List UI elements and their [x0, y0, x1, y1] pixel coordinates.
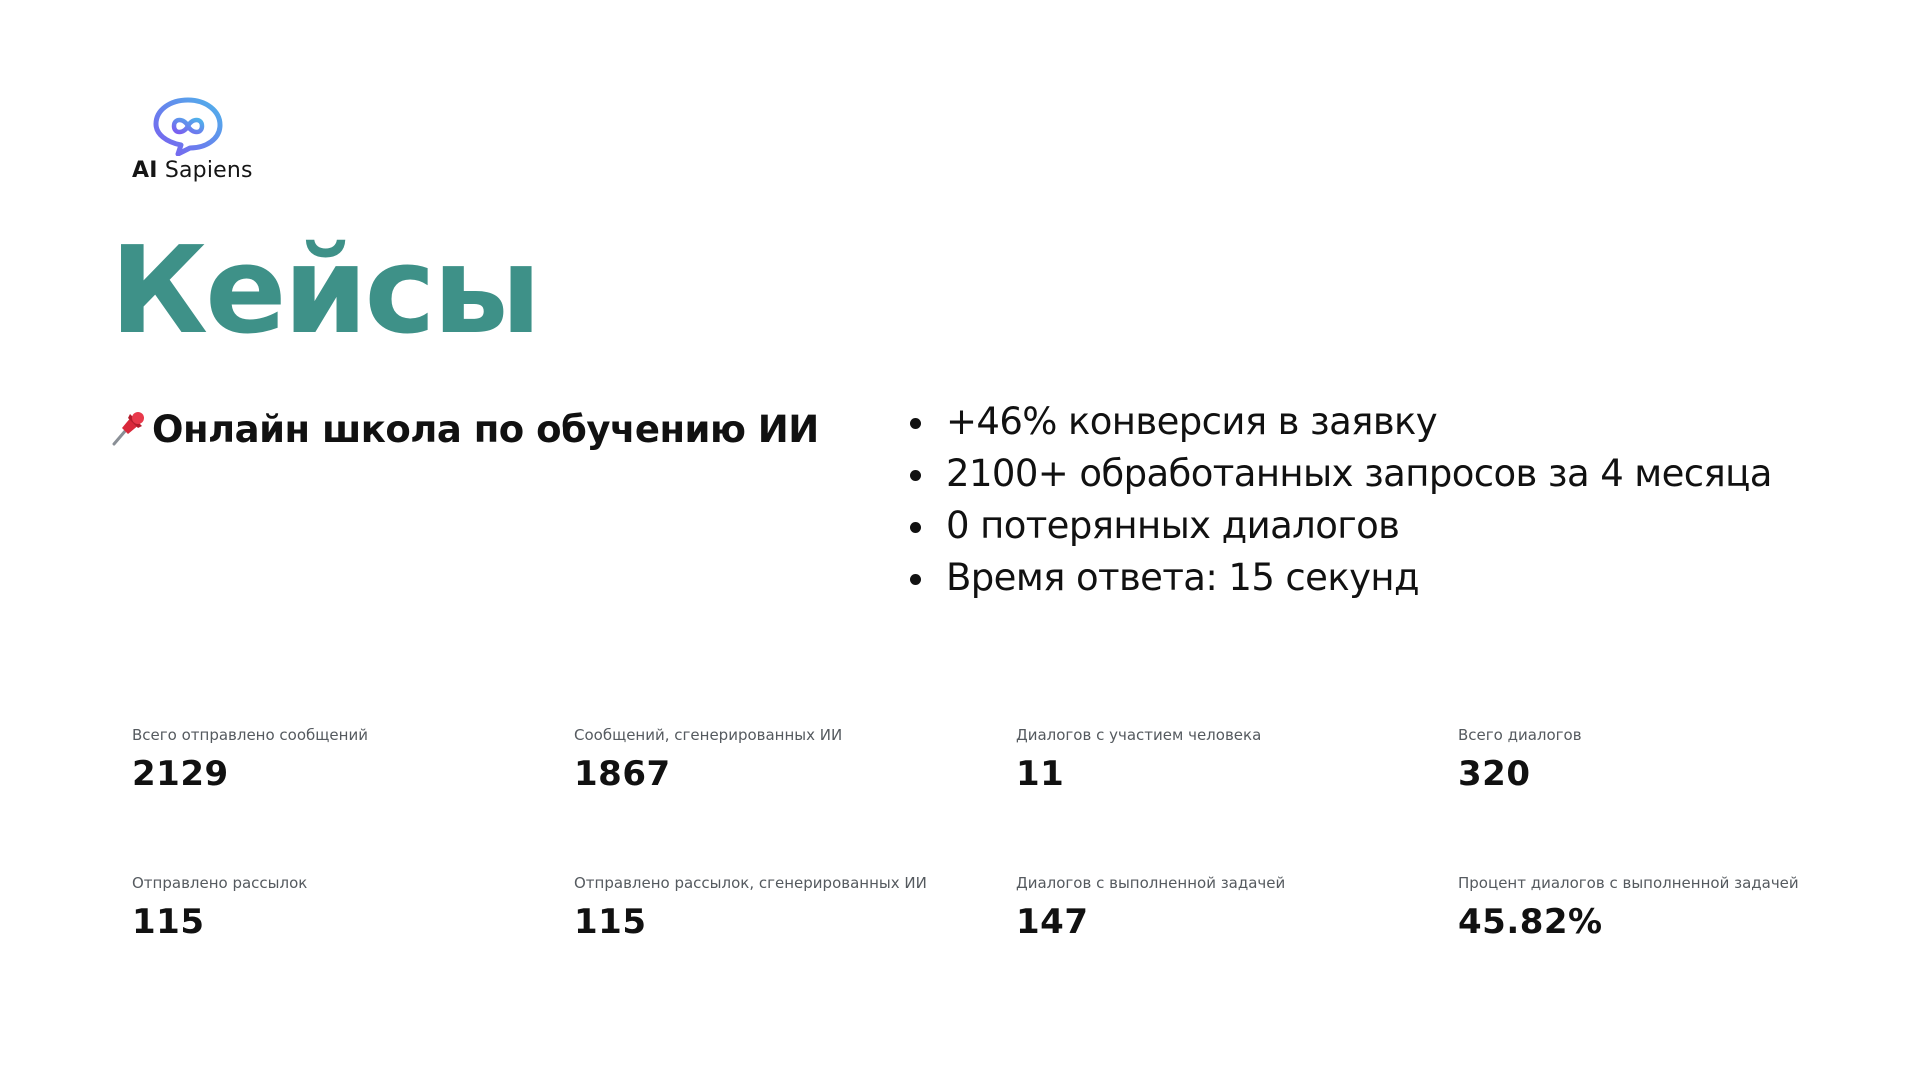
pushpin-icon — [108, 408, 148, 448]
list-item: 0 потерянных диалогов — [910, 500, 1772, 552]
stats-grid — [132, 726, 1892, 1022]
stat-value: 1867 — [574, 754, 671, 794]
stat-label: Отправлено рассылок, сгенерированных ИИ — [574, 874, 927, 892]
stat-label: Процент диалогов с выполненной задачей — [1458, 874, 1799, 892]
stat-label: Отправлено рассылок — [132, 874, 308, 892]
stat-label: Всего отправлено сообщений — [132, 726, 368, 744]
stat-total-dialogs — [1458, 726, 1892, 874]
page-title: Кейсы — [110, 222, 539, 361]
stat-label: Диалогов с выполненной задачей — [1016, 874, 1286, 892]
case-heading — [108, 408, 819, 451]
stat-completed-dialogs — [1016, 874, 1458, 1022]
brand-logo — [132, 96, 262, 186]
stat-label: Сообщений, сгенерированных ИИ — [574, 726, 843, 744]
list-item: Время ответа: 15 секунд — [910, 552, 1772, 604]
stat-human-dialogs — [1016, 726, 1458, 874]
case-heading-text: Онлайн школа по обучению ИИ — [152, 408, 819, 451]
brand-name: AI Sapiens — [132, 158, 253, 183]
stat-value: 45.82% — [1458, 902, 1603, 942]
stat-label: Всего диалогов — [1458, 726, 1582, 744]
stat-value: 147 — [1016, 902, 1089, 942]
stat-label: Диалогов с участием человека — [1016, 726, 1262, 744]
stat-total-messages — [132, 726, 574, 874]
stat-ai-mailings — [574, 874, 1016, 1022]
infinity-speech-bubble-icon — [152, 96, 224, 156]
stat-ai-messages — [574, 726, 1016, 874]
stat-value: 115 — [132, 902, 205, 942]
stat-mailings-sent — [132, 874, 574, 1022]
stat-value: 320 — [1458, 754, 1531, 794]
stat-value: 11 — [1016, 754, 1065, 794]
list-item: 2100+ обработанных запросов за 4 месяца — [910, 448, 1772, 500]
list-item: +46% конверсия в заявку — [910, 396, 1772, 448]
stat-completion-rate — [1458, 874, 1892, 1022]
stat-value: 115 — [574, 902, 647, 942]
stat-value: 2129 — [132, 754, 229, 794]
results-list — [910, 396, 1772, 604]
